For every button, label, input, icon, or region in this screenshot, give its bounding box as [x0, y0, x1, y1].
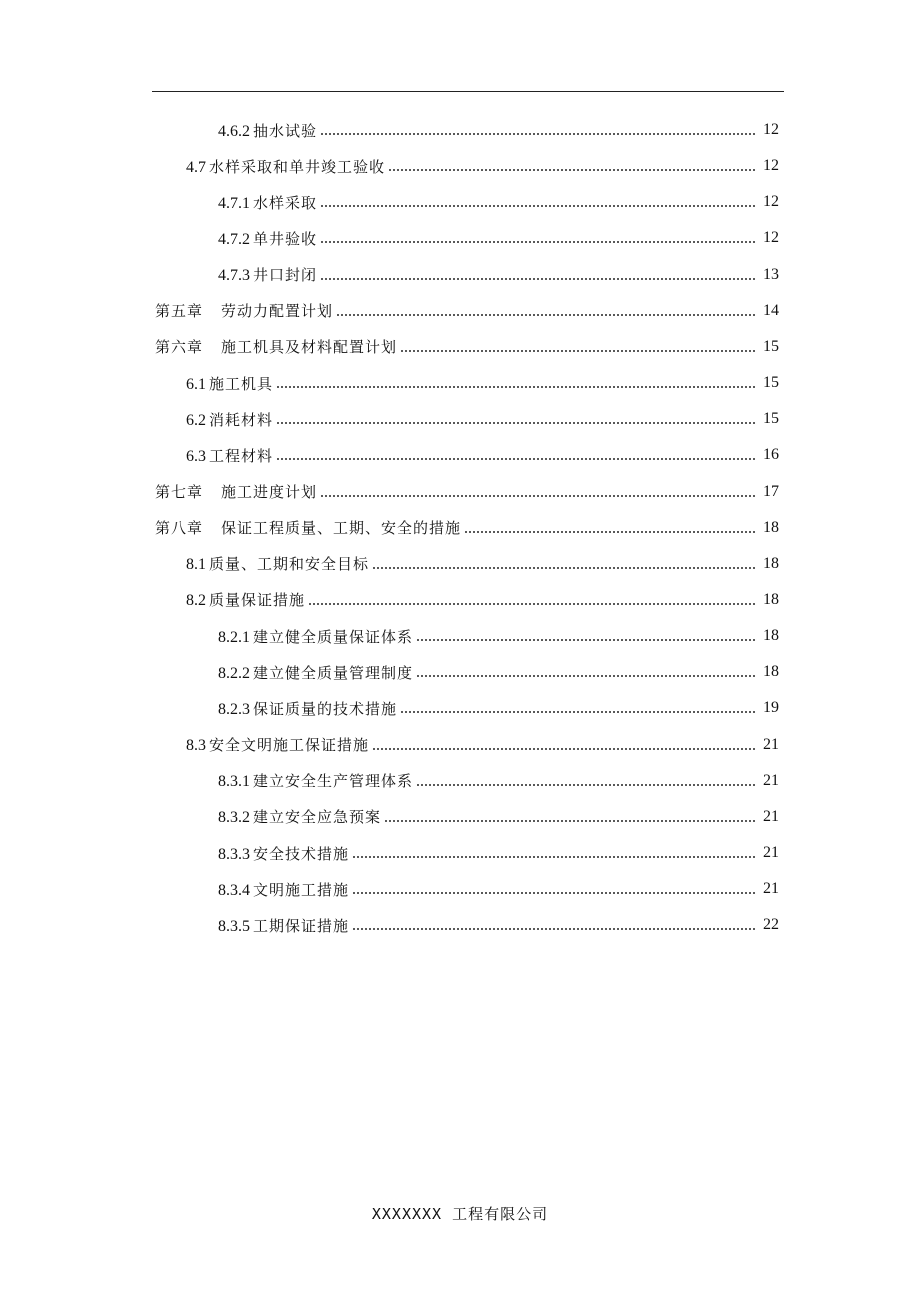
toc-dot-leader	[320, 278, 757, 280]
toc-entry-number: 6.1	[186, 375, 206, 393]
toc-entry-number: 8.3.2	[218, 809, 250, 827]
toc-entry-page: 18	[763, 663, 779, 681]
toc-entry[interactable]	[186, 365, 779, 401]
toc-dot-leader	[276, 422, 757, 424]
toc-dot-leader	[400, 711, 757, 713]
toc-dot-leader	[320, 133, 757, 135]
toc-entry[interactable]	[186, 401, 779, 437]
toc-entry-label	[155, 336, 398, 357]
toc-entry[interactable]	[218, 112, 779, 148]
toc-entry[interactable]	[218, 907, 779, 943]
toc-entry-page: 21	[763, 880, 779, 898]
toc-entry-title: 工期保证措施	[253, 916, 350, 935]
toc-entry-title: 质量保证措施	[209, 591, 306, 610]
toc-entry-label	[218, 770, 414, 791]
toc-entry-number: 4.7.1	[218, 194, 250, 212]
toc-entry-page: 15	[763, 337, 779, 355]
toc-entry-number: 第七章	[155, 483, 204, 501]
toc-entry-title: 水样采取和单井竣工验收	[209, 157, 386, 176]
toc-entry-number: 4.7	[186, 158, 206, 176]
toc-entry[interactable]	[218, 763, 779, 799]
toc-entry-number: 4.6.2	[218, 122, 250, 140]
toc-entry-label	[218, 843, 350, 864]
toc-entry-page: 21	[763, 807, 779, 825]
toc-entry-title: 消耗材料	[209, 410, 274, 429]
toc-entry-number: 8.3	[186, 737, 206, 755]
toc-entry-page: 18	[763, 518, 779, 536]
toc-entry-title: 水样采取	[253, 193, 318, 212]
toc-entry-number: 6.3	[186, 447, 206, 465]
toc-entry-page: 16	[763, 446, 779, 464]
toc-dot-leader	[384, 820, 757, 822]
toc-dot-leader	[320, 205, 757, 207]
toc-entry-title: 质量、工期和安全目标	[209, 555, 370, 574]
toc-entry-page: 12	[763, 157, 779, 175]
toc-entry-page: 12	[763, 229, 779, 247]
toc-entry-label	[218, 698, 398, 719]
toc-dot-leader	[352, 856, 757, 858]
toc-entry-title: 单井验收	[253, 229, 318, 248]
toc-entry[interactable]	[218, 871, 779, 907]
toc-dot-leader	[276, 386, 757, 388]
toc-dot-leader	[336, 314, 757, 316]
toc-entry-title: 施工机具	[209, 374, 274, 393]
toc-entry-title: 建立安全生产管理体系	[253, 772, 414, 791]
toc-entry-label	[218, 806, 382, 827]
toc-entry-number: 8.3.1	[218, 773, 250, 791]
toc-entry-title: 抽水试验	[253, 121, 318, 140]
toc-entry-number: 8.2.3	[218, 700, 250, 718]
toc-entry[interactable]	[218, 799, 779, 835]
toc-entry-title: 劳动力配置计划	[221, 302, 334, 321]
toc-entry[interactable]	[218, 690, 779, 726]
toc-dot-leader	[320, 495, 757, 497]
toc-dot-leader	[308, 603, 757, 605]
toc-entry[interactable]	[218, 835, 779, 871]
toc-entry-label	[218, 626, 414, 647]
toc-entry[interactable]	[186, 582, 779, 618]
toc-entry-label	[218, 264, 318, 285]
toc-entry-label	[186, 445, 274, 466]
toc-entry-label	[186, 589, 306, 610]
toc-entry-label	[155, 300, 334, 321]
toc-entry[interactable]	[218, 618, 779, 654]
toc-entry-page: 13	[763, 265, 779, 283]
toc-dot-leader	[276, 458, 757, 460]
toc-entry-title: 工程材料	[209, 446, 274, 465]
toc-entry-number: 第八章	[155, 519, 204, 538]
toc-dot-leader	[320, 241, 757, 243]
toc-entry-number: 8.2	[186, 592, 206, 610]
toc-entry[interactable]	[155, 510, 779, 546]
footer-company: XXXXXXX 工程有限公司	[371, 1205, 549, 1223]
toc-entry-title: 建立健全质量保证体系	[253, 627, 414, 646]
toc-dot-leader	[372, 748, 757, 750]
toc-dot-leader	[352, 928, 757, 930]
toc-entry[interactable]	[155, 329, 779, 365]
toc-entry-label	[155, 517, 462, 538]
toc-entry-label	[186, 373, 274, 394]
toc-entry-number: 第六章	[155, 338, 204, 357]
toc-entry-title: 施工机具及材料配置计划	[221, 338, 398, 357]
toc-entry-title: 保证工程质量、工期、安全的措施	[221, 519, 462, 538]
toc-entry-page: 17	[763, 482, 779, 500]
toc-entry[interactable]	[155, 293, 779, 329]
toc-entry-page: 12	[763, 193, 779, 211]
toc-entry-title: 安全技术措施	[253, 844, 350, 863]
toc-entry-page: 18	[763, 627, 779, 645]
toc-dot-leader	[388, 169, 757, 171]
toc-entry-title: 施工进度计划	[221, 483, 318, 501]
toc-entry-page: 21	[763, 844, 779, 861]
toc-entry-page: 21	[763, 771, 779, 789]
toc-dot-leader	[416, 675, 757, 677]
toc-entry[interactable]	[186, 727, 779, 763]
toc-entry-number: 第五章	[155, 302, 204, 321]
toc-entry[interactable]	[218, 184, 779, 220]
toc-entry-label	[218, 662, 414, 683]
toc-entry-number: 8.3.4	[218, 881, 250, 899]
toc-entry-label	[218, 228, 318, 249]
toc-entry-number: 6.2	[186, 411, 206, 429]
toc-entry-page: 18	[763, 554, 779, 572]
toc-entry-page: 22	[763, 916, 779, 934]
toc-entry-number: 8.3.5	[218, 917, 250, 935]
toc-entry-page: 14	[763, 301, 779, 319]
toc-entry[interactable]	[186, 437, 779, 473]
toc-entry-label	[218, 879, 350, 900]
toc-entry-number: 8.1	[186, 556, 206, 574]
toc-entry[interactable]	[186, 546, 779, 582]
toc-entry-number: 8.2.2	[218, 664, 250, 682]
toc-dot-leader	[464, 531, 757, 533]
toc-dot-leader	[352, 892, 757, 894]
toc-entry-label	[218, 192, 318, 213]
toc-entry-title: 文明施工措施	[253, 880, 350, 899]
toc-entry-label	[218, 120, 318, 141]
toc-entry-title: 保证质量的技术措施	[253, 699, 398, 718]
toc-entry-page: 15	[763, 410, 779, 428]
toc-entry-title: 井口封闭	[253, 266, 318, 285]
toc-entry-page: 19	[763, 699, 779, 717]
toc-dot-leader	[416, 784, 757, 786]
toc-entry-label	[186, 553, 370, 574]
toc-entry-number: 8.2.1	[218, 628, 250, 646]
toc-entry-number: 4.7.3	[218, 267, 250, 285]
toc-dot-leader	[416, 639, 757, 641]
toc-entry-title: 建立安全应急预案	[253, 808, 382, 827]
toc-entry[interactable]	[218, 220, 779, 256]
toc-entry-title: 安全文明施工保证措施	[209, 736, 370, 755]
toc-entry-label	[186, 734, 370, 755]
toc-entry[interactable]	[218, 654, 779, 690]
toc-entry-page: 21	[763, 735, 779, 753]
toc-entry[interactable]	[218, 257, 779, 293]
toc-entry-page: 18	[763, 590, 779, 608]
toc-entry-number: 4.7.2	[218, 230, 250, 248]
toc-entry[interactable]	[186, 148, 779, 184]
toc-entry-label	[186, 156, 386, 177]
toc-entry-label	[218, 915, 350, 936]
toc-entry-title: 建立健全质量管理制度	[253, 663, 414, 682]
header-rule	[152, 91, 784, 92]
toc-entry-page: 15	[763, 374, 779, 392]
toc-dot-leader	[400, 350, 757, 352]
toc-entry-page: 12	[763, 121, 779, 138]
toc-entry-number: 8.3.3	[218, 845, 250, 863]
toc-entry-label	[155, 481, 318, 502]
toc-dot-leader	[372, 567, 757, 569]
toc-entry[interactable]	[155, 474, 779, 510]
toc-entry-label	[186, 409, 274, 430]
